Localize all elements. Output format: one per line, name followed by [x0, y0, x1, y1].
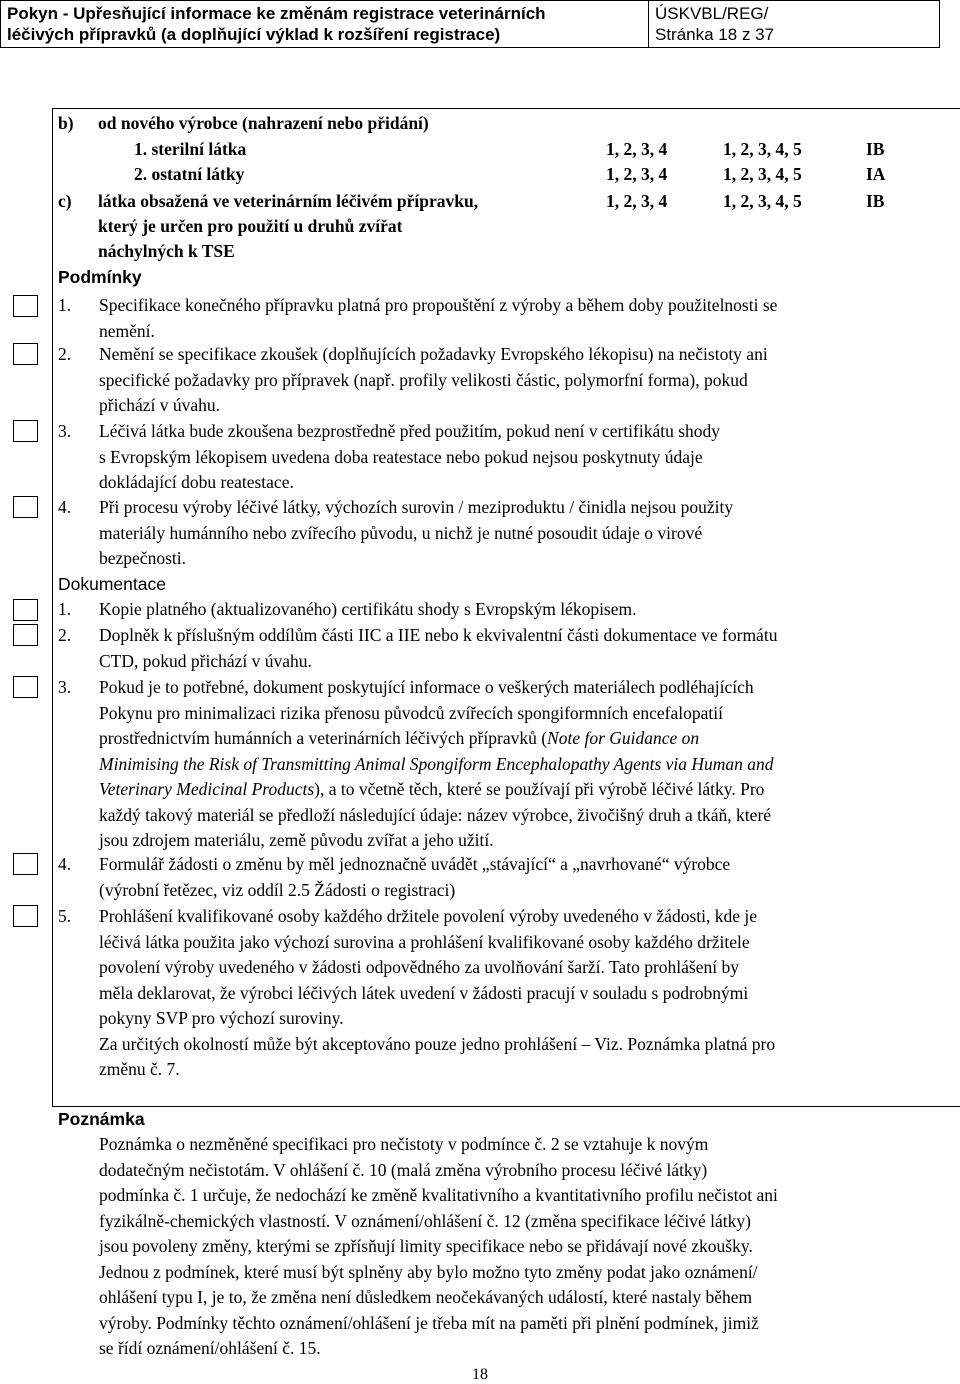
- doc-3-line: jsou zdrojem materiálu, země původu zvířat a jeho užití.: [99, 830, 494, 850]
- condition-1-text: [99, 293, 949, 344]
- row-b-text: od nového výrobce (nahrazení nebo přidání): [98, 113, 429, 133]
- row-c-label: c): [58, 191, 72, 211]
- note-line: podmínka č. 1 určuje, že nedochází ke změně kvalitativního a kvantitativního profilu nečistot ani: [99, 1185, 778, 1205]
- doc-5-line: Prohlášení kvalifikované osoby každého držitele povolení výroby uvedeného v žádosti, kde je: [99, 906, 758, 926]
- row-b1-type: IB: [866, 139, 885, 159]
- note-line: ohlášení typu I, je to, že změna není důsledkem neočekávaných událostí, které nastaly během: [99, 1287, 753, 1307]
- doc-5-text: [99, 904, 949, 1083]
- doc-5-line: Za určitých okolností může být akceptováno pouze jedno prohlášení – Viz. Poznámka platná pro: [99, 1033, 776, 1054]
- documentation-heading: Dokumentace: [58, 574, 166, 594]
- row-c-documentation: 1, 2, 3, 4, 5: [723, 191, 802, 211]
- row-b1-conditions: 1, 2, 3, 4: [606, 139, 668, 159]
- page-number: 18: [472, 1366, 488, 1383]
- row-c-type: IB: [866, 191, 885, 211]
- note-text: [99, 1132, 949, 1362]
- condition-2-line: Nemění se specifikace zkoušek (doplňujících požadavky Evropského lékopisu) na nečistoty ani: [99, 344, 768, 364]
- note-line: se řídí oznámení/ohlášení č. 15.: [99, 1338, 321, 1358]
- row-c-line1: látka obsažená ve veterinárním léčivém přípravku,: [98, 191, 479, 211]
- doc-4-number: 4.: [58, 854, 72, 874]
- doc-3-line: Pokud je to potřebné, dokument poskytující informace o veškerých materiálech podléhajících: [99, 677, 754, 697]
- note-line: Poznámka o nezměněné specifikaci pro nečistoty v podmínce č. 2 se vztahuje k novým: [99, 1134, 709, 1154]
- doc-2-line: CTD, pokud přichází v úvahu.: [99, 650, 312, 671]
- doc-5-line: léčivá látka použita jako výchozí surovina a prohlášení kvalifikované osoby každého držitele: [99, 931, 750, 952]
- doc-3-number: 3.: [58, 677, 72, 697]
- doc-5-number: 5.: [58, 906, 72, 926]
- condition-4-line: Při procesu výroby léčivé látky, výchozích surovin / meziproduktu / činidla nejsou použity: [99, 497, 734, 517]
- condition-3-checkbox[interactable]: [13, 420, 38, 442]
- doc-2-line: Doplněk k příslušným oddílům části IIC a IIE nebo k ekvivalentní části dokumentace ve formátu: [99, 625, 778, 645]
- condition-2-text: [99, 342, 949, 419]
- condition-4-number: 4.: [58, 497, 72, 517]
- condition-3-number: 3.: [58, 421, 72, 441]
- doc-1-number: 1.: [58, 599, 72, 619]
- condition-4-line: bezpečnosti.: [99, 548, 186, 568]
- header-page: Stránka 18 z 37: [655, 25, 775, 44]
- doc-4-text: [99, 852, 949, 903]
- condition-4-checkbox[interactable]: [13, 496, 38, 518]
- note-line: dodatečným nečistotám. V ohlášení č. 10 (malá změna výrobního procesu léčivé látky): [99, 1159, 708, 1180]
- guideline-title-italic: Veterinary Medicinal Products: [99, 779, 315, 799]
- doc-3-line-italic: Minimising the Risk of Transmitting Animal Spongiform Encephalopathy Agents via Human and: [99, 753, 774, 774]
- doc-5-line: povolení výroby uvedeného v žádosti odpovědného za uvolňování šarží. Tato prohlášení by: [99, 957, 739, 977]
- condition-2-checkbox[interactable]: [13, 343, 38, 365]
- condition-4-text: [99, 495, 949, 572]
- condition-3-line: dokládající dobu reatestace.: [99, 472, 294, 492]
- condition-2-line: specifické požadavky pro přípravek (např. profily velikosti částic, polymorfní forma), pokud: [99, 369, 748, 390]
- conditions-heading: Podmínky: [58, 267, 142, 287]
- note-line: jsou povoleny změny, kterými se zpřísňují limity specifikace nebo se přidávají nové zkoušky.: [99, 1236, 753, 1256]
- row-b-label: b): [58, 113, 74, 133]
- condition-3-line: s Evropským lékopisem uvedena doba reatestace nebo pokud nejsou poskytnuty údaje: [99, 446, 703, 467]
- doc-3-line: Veterinary Medicinal Products), a to včetně těch, které se používají při výrobě léčivé látky. Pro: [99, 779, 765, 799]
- page-header: [0, 0, 940, 48]
- doc-1-checkbox[interactable]: [13, 599, 38, 621]
- doc-4-line: (výrobní řetězec, viz oddíl 2.5 Žádosti o registraci): [99, 879, 456, 900]
- doc-5-line: změnu č. 7.: [99, 1059, 180, 1079]
- guideline-title-italic: Note for Guidance on: [547, 728, 700, 748]
- row-b2-text: 2. ostatní látky: [134, 164, 245, 184]
- note-line: fyzikálně-chemických vlastností. V oznámení/ohlášení č. 12 (změna specifikace léčivé látky): [99, 1210, 751, 1231]
- doc-2-number: 2.: [58, 625, 72, 645]
- note-heading: Poznámka: [58, 1109, 145, 1129]
- doc-3-text: [99, 675, 949, 854]
- doc-5-checkbox[interactable]: [13, 905, 38, 927]
- header-title: [1, 1, 649, 47]
- condition-4-line: materiály humánního nebo zvířecího původu, u nichž je nutné posoudit údaje o virové: [99, 522, 703, 543]
- doc-1-text: [99, 597, 949, 623]
- condition-1-line: Specifikace konečného přípravku platná pro propouštění z výroby a během doby použitelnosti se: [99, 295, 778, 315]
- header-title-line2: léčivých přípravků (a doplňující výklad k rozšíření registrace): [7, 25, 501, 44]
- note-line: výroby. Podmínky těchto oznámení/ohlášení je třeba mít na paměti při plnění podmínek, jimiž: [99, 1312, 759, 1333]
- header-title-line1: Pokyn - Upřesňující informace ke změnám registrace veterinárních: [7, 4, 546, 23]
- header-code: ÚSKVBL/REG/: [655, 4, 769, 23]
- row-b2-conditions: 1, 2, 3, 4: [606, 164, 668, 184]
- condition-3-line: Léčivá látka bude zkoušena bezprostředně před použitím, pokud není v certifikátu shody: [99, 421, 721, 441]
- doc-4-checkbox[interactable]: [13, 853, 38, 875]
- note-line: Jednou z podmínek, které musí být splněny aby bylo možno tyto změny podat jako oznámení/: [99, 1261, 758, 1282]
- doc-4-line: Formulář žádosti o změnu by měl jednoznačně uvádět „stávající“ a „navrhované“ výrobce: [99, 854, 731, 874]
- row-c-line3: náchylných k TSE: [98, 241, 235, 261]
- condition-3-text: [99, 419, 949, 496]
- condition-1-checkbox[interactable]: [13, 295, 38, 317]
- doc-2-checkbox[interactable]: [13, 624, 38, 646]
- row-b2-documentation: 1, 2, 3, 4, 5: [723, 164, 802, 184]
- row-b1-text: 1. sterilní látka: [134, 139, 247, 159]
- row-b2-type: IA: [866, 164, 886, 184]
- doc-5-line: pokyny SVP pro výchozí suroviny.: [99, 1008, 344, 1028]
- condition-1-line: nemění.: [99, 320, 155, 341]
- condition-2-number: 2.: [58, 344, 72, 364]
- condition-2-line: přichází v úvahu.: [99, 395, 220, 415]
- row-c-conditions: 1, 2, 3, 4: [606, 191, 668, 211]
- row-b1-documentation: 1, 2, 3, 4, 5: [723, 139, 802, 159]
- doc-5-line: měla deklarovat, že výrobci léčivých látek uvedení v žádosti pracují v souladu s podrobnými: [99, 982, 749, 1003]
- doc-2-text: [99, 623, 949, 674]
- doc-1-line: Kopie platného (aktualizovaného) certifikátu shody s Evropským lékopisem.: [99, 599, 637, 619]
- doc-3-checkbox[interactable]: [13, 676, 38, 698]
- doc-3-line: prostřednictvím humánních a veterinárních léčivých přípravků (Note for Guidance on: [99, 728, 700, 748]
- doc-3-line: Pokynu pro minimalizaci rizika přenosu původců zvířecích spongiformních encefalopatií: [99, 702, 723, 723]
- header-reference: [649, 1, 939, 47]
- row-c-line2: který je určen pro použití u druhů zvířat: [98, 216, 403, 236]
- doc-3-line: každý takový materiál se předloží následující údaje: název výrobce, živočišný druh a tkáň, které: [99, 804, 772, 825]
- condition-1-number: 1.: [58, 295, 72, 315]
- note-separator: [52, 1106, 960, 1107]
